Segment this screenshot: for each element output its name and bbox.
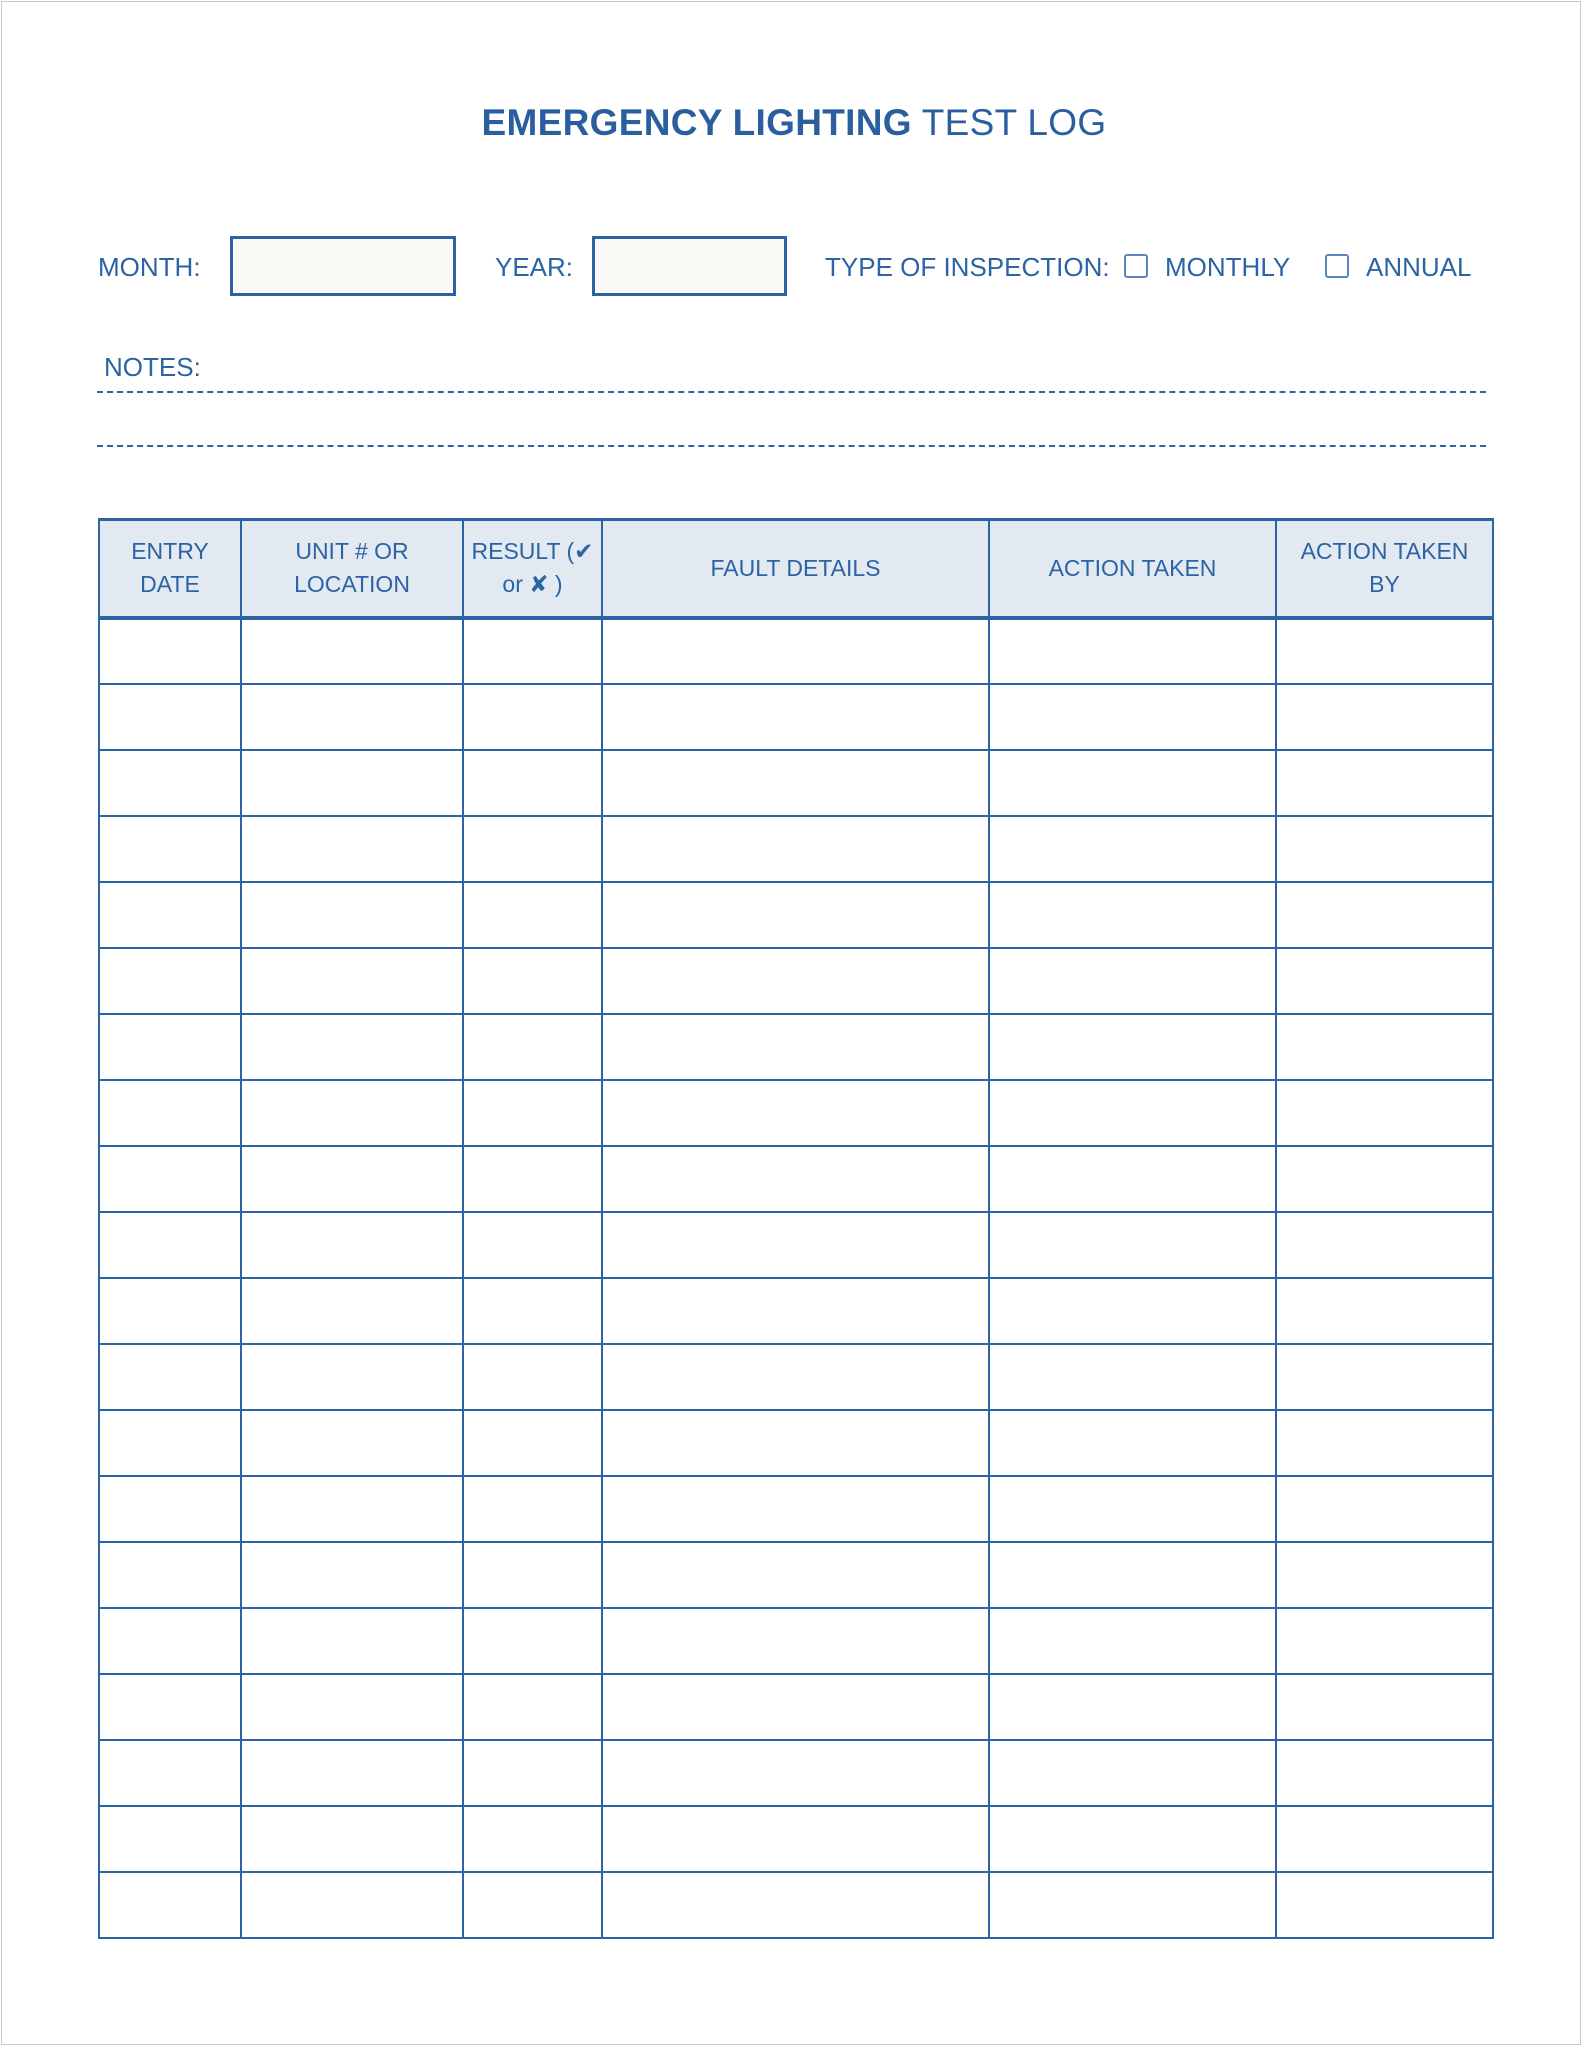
action-taken-by-cell[interactable]: [1276, 1608, 1493, 1674]
result-cell[interactable]: [463, 1542, 602, 1608]
fault-details-cell[interactable]: [602, 1740, 989, 1806]
entry-date-cell[interactable]: [99, 1674, 241, 1740]
unit-location-cell[interactable]: [241, 816, 463, 882]
action-taken-cell[interactable]: [989, 1872, 1276, 1938]
result-cell[interactable]: [463, 1212, 602, 1278]
fault-details-cell[interactable]: [602, 1674, 989, 1740]
entry-date-cell[interactable]: [99, 750, 241, 816]
fault-details-cell[interactable]: [602, 1344, 989, 1410]
unit-location-cell[interactable]: [241, 684, 463, 750]
entry-date-cell[interactable]: [99, 1872, 241, 1938]
action-taken-by-cell[interactable]: [1276, 1014, 1493, 1080]
action-taken-by-cell[interactable]: [1276, 1476, 1493, 1542]
table-row: [99, 1608, 1493, 1674]
unit-location-cell[interactable]: [241, 1146, 463, 1212]
annual-checkbox[interactable]: [1325, 254, 1349, 278]
result-cell[interactable]: [463, 1410, 602, 1476]
action-taken-by-cell[interactable]: [1276, 1872, 1493, 1938]
result-cell[interactable]: [463, 882, 602, 948]
fault-details-cell[interactable]: [602, 882, 989, 948]
monthly-checkbox[interactable]: [1124, 254, 1148, 278]
entry-date-cell[interactable]: [99, 1080, 241, 1146]
entry-date-cell[interactable]: [99, 1212, 241, 1278]
result-cell[interactable]: [463, 750, 602, 816]
action-taken-by-cell[interactable]: [1276, 882, 1493, 948]
table-row: [99, 1212, 1493, 1278]
action-taken-by-header: [1276, 520, 1493, 618]
result-cell[interactable]: [463, 684, 602, 750]
year-field[interactable]: [592, 236, 787, 296]
result-cell[interactable]: [463, 1080, 602, 1146]
header-line: BY: [1369, 571, 1400, 598]
action-taken-cell[interactable]: [989, 1212, 1276, 1278]
header-line: UNIT # OR: [295, 538, 409, 565]
notes-label: NOTES:: [104, 352, 201, 382]
unit-location-cell[interactable]: [241, 1014, 463, 1080]
fault-details-cell[interactable]: [602, 1146, 989, 1212]
entry-date-cell[interactable]: [99, 882, 241, 948]
action-taken-by-cell[interactable]: [1276, 684, 1493, 750]
unit-location-cell[interactable]: [241, 1344, 463, 1410]
result-cell[interactable]: [463, 1344, 602, 1410]
entry-date-cell[interactable]: [99, 1014, 241, 1080]
entry-date-cell[interactable]: [99, 948, 241, 1014]
result-header: [463, 520, 602, 618]
month-label: MONTH:: [98, 252, 201, 282]
result-cell[interactable]: [463, 948, 602, 1014]
action-taken-by-cell[interactable]: [1276, 1146, 1493, 1212]
action-taken-cell[interactable]: [989, 1014, 1276, 1080]
unit-location-cell[interactable]: [241, 1542, 463, 1608]
action-taken-cell[interactable]: [989, 684, 1276, 750]
annual-label: ANNUAL: [1366, 252, 1472, 282]
title-bold: EMERGENCY LIGHTING: [481, 102, 912, 143]
header-line: ACTION TAKEN: [1300, 538, 1469, 565]
table-row: [99, 1146, 1493, 1212]
action-taken-by-cell[interactable]: [1276, 1278, 1493, 1344]
unit-location-header: [241, 520, 463, 618]
table-row: [99, 1674, 1493, 1740]
action-taken-cell[interactable]: [989, 1410, 1276, 1476]
test-log-table: [98, 518, 1494, 1939]
fault-details-header: [602, 520, 989, 618]
fault-details-cell[interactable]: [602, 948, 989, 1014]
notes-line-2[interactable]: [97, 445, 1486, 447]
result-cell[interactable]: [463, 816, 602, 882]
result-cell[interactable]: [463, 1146, 602, 1212]
unit-location-cell[interactable]: [241, 750, 463, 816]
fault-details-cell[interactable]: [602, 1410, 989, 1476]
unit-location-cell[interactable]: [241, 1674, 463, 1740]
table-row: [99, 1542, 1493, 1608]
result-cell[interactable]: [463, 1608, 602, 1674]
entry-date-cell[interactable]: [99, 816, 241, 882]
action-taken-by-cell[interactable]: [1276, 1212, 1493, 1278]
entry-date-cell[interactable]: [99, 1410, 241, 1476]
header-line: ENTRY: [131, 538, 209, 565]
unit-location-cell[interactable]: [241, 1278, 463, 1344]
action-taken-by-cell[interactable]: [1276, 1344, 1493, 1410]
header-line: or ✘ ): [502, 571, 563, 598]
action-taken-cell[interactable]: [989, 1674, 1276, 1740]
header-line: RESULT (✔: [471, 538, 594, 565]
table-row: [99, 684, 1493, 750]
action-taken-cell[interactable]: [989, 618, 1276, 684]
entry-date-cell[interactable]: [99, 1278, 241, 1344]
unit-location-cell[interactable]: [241, 1212, 463, 1278]
entry-date-cell[interactable]: [99, 684, 241, 750]
fault-details-cell[interactable]: [602, 1476, 989, 1542]
monthly-label: MONTHLY: [1165, 252, 1291, 282]
entry-date-cell[interactable]: [99, 618, 241, 684]
unit-location-cell[interactable]: [241, 1740, 463, 1806]
action-taken-by-cell[interactable]: [1276, 618, 1493, 684]
entry-date-cell[interactable]: [99, 1806, 241, 1872]
table-row: [99, 1806, 1493, 1872]
result-cell[interactable]: [463, 1278, 602, 1344]
fault-details-cell[interactable]: [602, 1212, 989, 1278]
unit-location-cell[interactable]: [241, 1476, 463, 1542]
table-row: [99, 1872, 1493, 1938]
unit-location-cell[interactable]: [241, 1080, 463, 1146]
unit-location-cell[interactable]: [241, 1872, 463, 1938]
action-taken-by-cell[interactable]: [1276, 948, 1493, 1014]
table-row: [99, 948, 1493, 1014]
fault-details-cell[interactable]: [602, 1872, 989, 1938]
header-line: ACTION TAKEN: [1048, 554, 1217, 581]
action-taken-cell[interactable]: [989, 1542, 1276, 1608]
action-taken-by-cell[interactable]: [1276, 1674, 1493, 1740]
action-taken-cell[interactable]: [989, 1146, 1276, 1212]
year-label: YEAR:: [495, 252, 574, 282]
entry-date-cell[interactable]: [99, 1476, 241, 1542]
fault-details-cell[interactable]: [602, 618, 989, 684]
entry-date-cell[interactable]: [99, 1344, 241, 1410]
fault-details-cell[interactable]: [602, 1608, 989, 1674]
unit-location-cell[interactable]: [241, 1608, 463, 1674]
table-row: [99, 1278, 1493, 1344]
action-taken-cell[interactable]: [989, 1080, 1276, 1146]
entry-date-cell[interactable]: [99, 1740, 241, 1806]
action-taken-by-cell[interactable]: [1276, 1410, 1493, 1476]
unit-location-cell[interactable]: [241, 882, 463, 948]
fault-details-cell[interactable]: [602, 1278, 989, 1344]
title-light: TEST LOG: [921, 102, 1107, 143]
table-row: [99, 1476, 1493, 1542]
log-sheet: [1, 1, 1581, 2045]
table-row: [99, 1014, 1493, 1080]
action-taken-cell[interactable]: [989, 1806, 1276, 1872]
action-taken-cell[interactable]: [989, 882, 1276, 948]
entry-date-cell[interactable]: [99, 1542, 241, 1608]
action-taken-by-cell[interactable]: [1276, 1740, 1493, 1806]
fault-details-cell[interactable]: [602, 1542, 989, 1608]
table-row: [99, 816, 1493, 882]
action-taken-cell[interactable]: [989, 948, 1276, 1014]
header-line: DATE: [140, 571, 200, 598]
table-row: [99, 618, 1493, 684]
action-taken-cell[interactable]: [989, 1740, 1276, 1806]
result-cell[interactable]: [463, 1014, 602, 1080]
action-taken-cell[interactable]: [989, 1608, 1276, 1674]
page-title: [2, 102, 1584, 144]
entry-date-header: [99, 520, 241, 618]
table-row: [99, 750, 1493, 816]
unit-location-cell[interactable]: [241, 948, 463, 1014]
unit-location-cell[interactable]: [241, 618, 463, 684]
result-cell[interactable]: [463, 1674, 602, 1740]
header-line: LOCATION: [294, 571, 410, 598]
action-taken-cell[interactable]: [989, 750, 1276, 816]
entry-date-cell[interactable]: [99, 1608, 241, 1674]
result-cell[interactable]: [463, 1740, 602, 1806]
result-cell[interactable]: [463, 618, 602, 684]
header-line: FAULT DETAILS: [710, 554, 881, 581]
month-field[interactable]: [230, 236, 456, 296]
fault-details-cell[interactable]: [602, 750, 989, 816]
fault-details-cell[interactable]: [602, 1014, 989, 1080]
table-row: [99, 882, 1493, 948]
action-taken-header: [989, 520, 1276, 618]
table-row: [99, 1740, 1493, 1806]
result-cell[interactable]: [463, 1872, 602, 1938]
action-taken-cell[interactable]: [989, 816, 1276, 882]
result-cell[interactable]: [463, 1806, 602, 1872]
fault-details-cell[interactable]: [602, 684, 989, 750]
entry-date-cell[interactable]: [99, 1146, 241, 1212]
inspection-type-label: TYPE OF INSPECTION:: [825, 252, 1110, 282]
action-taken-by-cell[interactable]: [1276, 1080, 1493, 1146]
action-taken-cell[interactable]: [989, 1278, 1276, 1344]
fault-details-cell[interactable]: [602, 1080, 989, 1146]
action-taken-cell[interactable]: [989, 1476, 1276, 1542]
table-row: [99, 1410, 1493, 1476]
table-body: [99, 618, 1493, 1938]
table-row: [99, 1344, 1493, 1410]
unit-location-cell[interactable]: [241, 1410, 463, 1476]
unit-location-cell[interactable]: [241, 1806, 463, 1872]
table-row: [99, 1080, 1493, 1146]
table-header-row: [99, 520, 1493, 618]
fault-details-cell[interactable]: [602, 1806, 989, 1872]
action-taken-cell[interactable]: [989, 1344, 1276, 1410]
notes-line-1[interactable]: [97, 391, 1486, 393]
fault-details-cell[interactable]: [602, 816, 989, 882]
action-taken-by-cell[interactable]: [1276, 1806, 1493, 1872]
result-cell[interactable]: [463, 1476, 602, 1542]
action-taken-by-cell[interactable]: [1276, 1542, 1493, 1608]
action-taken-by-cell[interactable]: [1276, 750, 1493, 816]
action-taken-by-cell[interactable]: [1276, 816, 1493, 882]
